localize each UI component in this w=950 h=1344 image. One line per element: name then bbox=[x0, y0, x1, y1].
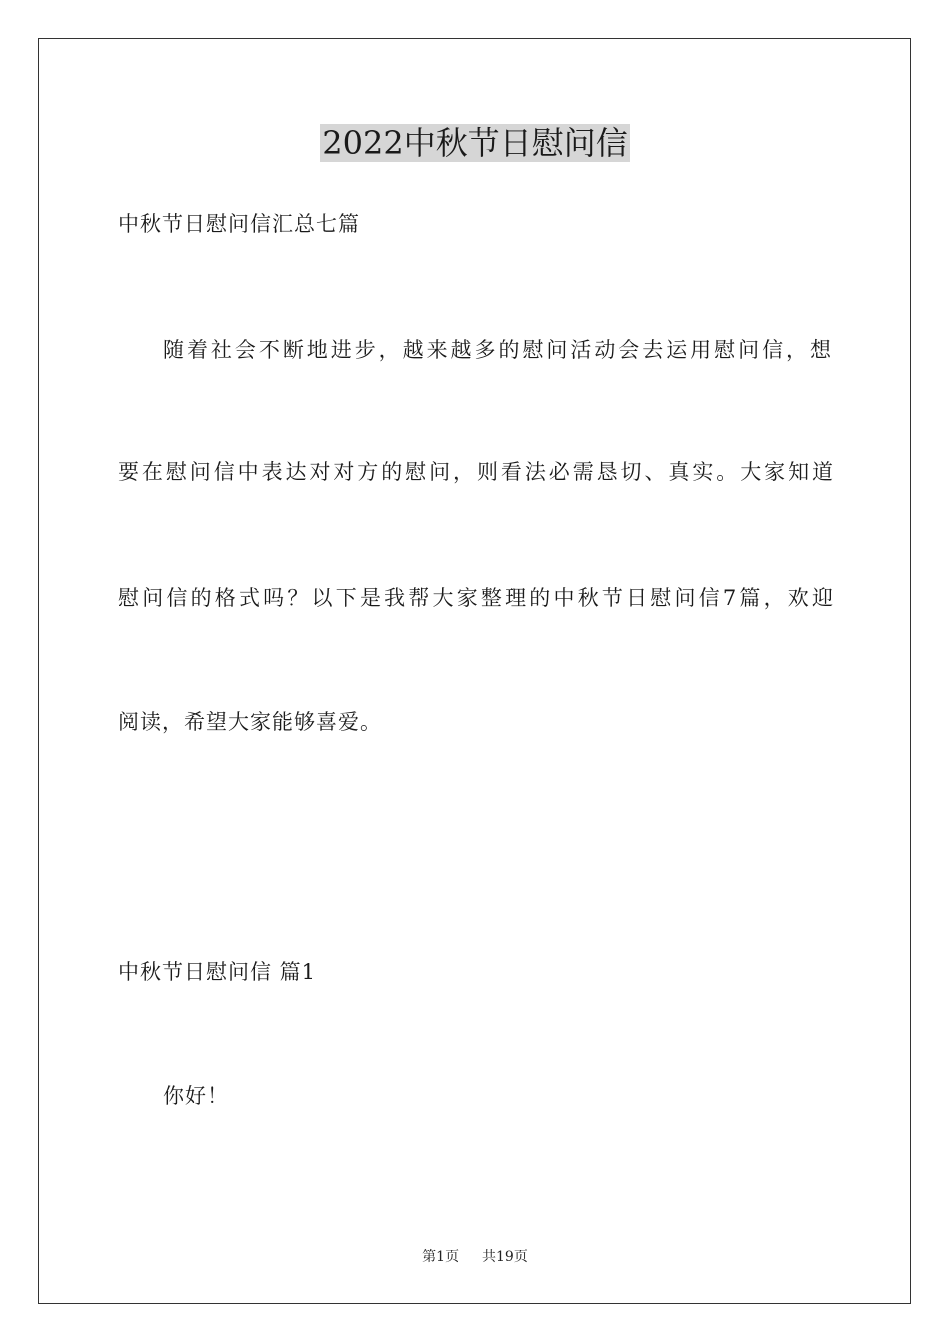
document-subtitle: 中秋节日慰问信汇总七篇 bbox=[118, 212, 360, 236]
page-number: 第1页 bbox=[422, 1249, 460, 1265]
intro-line-2: 要在慰问信中表达对对方的慰问，则看法必需恳切、真实。大家知道 bbox=[118, 460, 833, 484]
intro-line-4: 阅读，希望大家能够喜爱。 bbox=[118, 710, 382, 734]
intro-line-1: 随着社会不断地进步，越来越多的慰问活动会去运用慰问信，想 bbox=[163, 338, 831, 362]
page-total: 共19页 bbox=[482, 1249, 528, 1265]
section-heading: 中秋节日慰问信 篇1 bbox=[118, 960, 317, 984]
intro-line-3: 慰问信的格式吗？以下是我帮大家整理的中秋节日慰问信7篇，欢迎 bbox=[118, 586, 833, 610]
document-title-text: 2022中秋节日慰问信 bbox=[322, 124, 628, 162]
page-footer bbox=[0, 1248, 950, 1266]
greeting: 你好！ bbox=[163, 1084, 229, 1108]
document-title bbox=[0, 124, 950, 162]
